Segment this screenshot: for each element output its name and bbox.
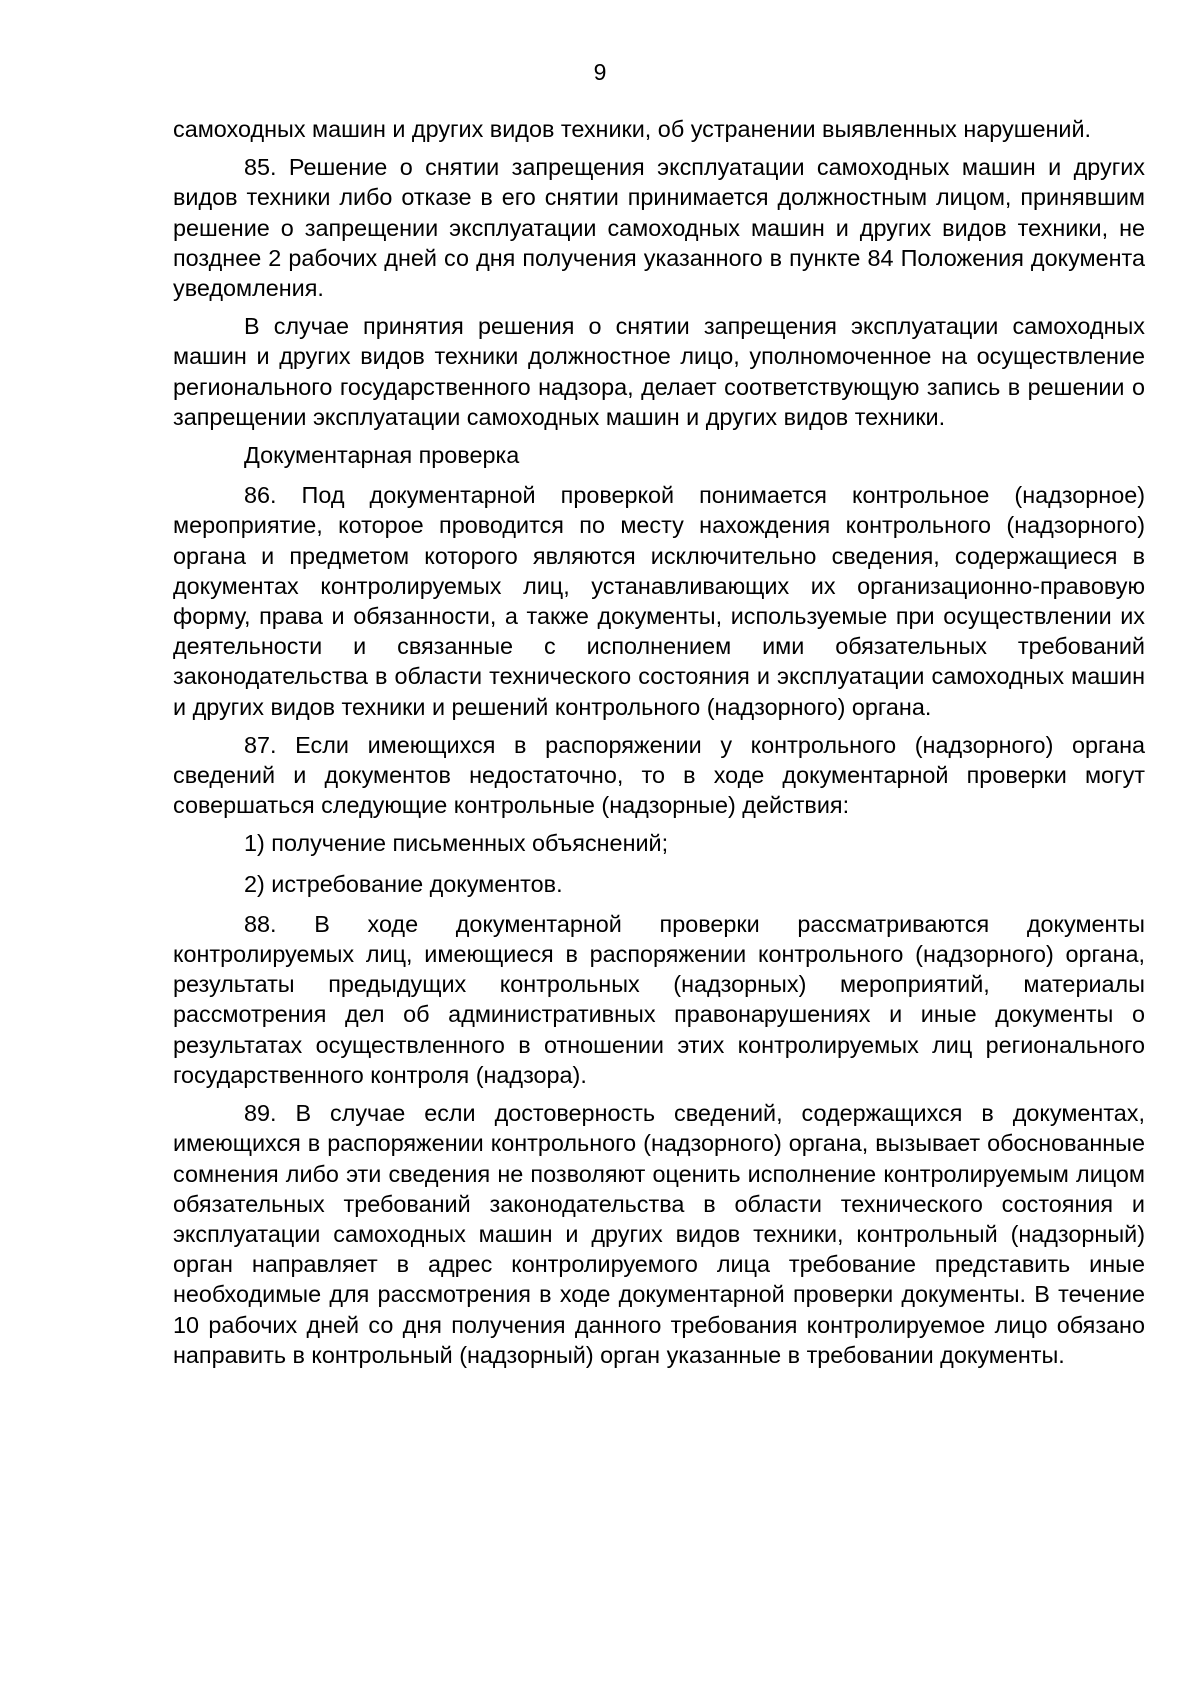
paragraph-86: 86. Под документарной проверкой понимается контрольное (надзорное) мероприятие, которое проводится по месту нахождения контрольного (надзорного) органа и предметом которого являются исключительно сведения, содержащиеся в документах контролируемых лиц, устанавливающих их организационно-правовую форму, права и обязанности, а также документы, используемые при осуществлении их деятельности и связанные с исполнением ими обязательных требований законодательства в области технического состояния и эксплуатации самоходных машин и других видов техники и решений контрольного (надзорного) органа. <box>173 482 1145 720</box>
paragraph-89: 89. В случае если достоверность сведений, содержащихся в документах, имеющихся в распоряжении контрольного (надзорного) органа, вызывает обоснованные сомнения либо эти сведения не позволяют оценить исполнение контролируемым лицом обязательных требований законодательства в области технического состояния и эксплуатации самоходных машин и других видов техники, контрольный (надзорный) орган направляет в адрес контролируемого лица требование представить иные необходимые для рассмотрения в ходе документарной проверки документы. В течение 10 рабочих дней со дня получения данного требования контролируемое лицо обязано направить в контрольный (надзорный) орган указанные в требовании документы. <box>173 1100 1145 1368</box>
list-item-2: 2) истребование документов. <box>244 870 563 897</box>
list-item-1: 1) получение письменных объяснений; <box>244 830 669 857</box>
page-number: 9 <box>593 59 607 85</box>
paragraph-88: 88. В ходе документарной проверки рассматриваются документы контролируемых лиц, имеющиеся в распоряжении контрольного (надзорного) органа, результаты предыдущих контрольных (надзорных) мероприятий, материалы рассмотрения дел об административных правонарушениях и иные документы о результатах осуществленного в отношении этих контролируемых лиц регионального государственного контроля (надзора). <box>173 910 1145 1088</box>
section-heading: Документарная проверка <box>244 442 520 469</box>
paragraph-87: 87. Если имеющихся в распоряжении у контрольного (надзорного) органа сведений и документов недостаточно, то в ходе документарной проверки могут совершаться следующие контрольные (надзорные) действия: <box>173 731 1145 819</box>
document-body <box>173 114 1145 1378</box>
paragraph-85: 85. Решение о снятии запрещения эксплуатации самоходных машин и других видов техники либо отказе в его снятии принимается должностным лицом, принявшим решение о запрещении эксплуатации самоходных машин и других видов техники, не позднее 2 рабочих дней со дня получения указанного в пункте 84 Положения документа уведомления. <box>173 154 1145 302</box>
paragraph-85-cont: В случае принятия решения о снятии запрещения эксплуатации самоходных машин и других видов техники должностное лицо, уполномоченное на осуществление регионального государственного надзора, делает соответствующую запись в решении о запрещении эксплуатации самоходных машин и других видов техники. <box>173 313 1145 430</box>
paragraph-continuation: самоходных машин и других видов техники, об устранении выявленных нарушений. <box>173 116 1092 142</box>
